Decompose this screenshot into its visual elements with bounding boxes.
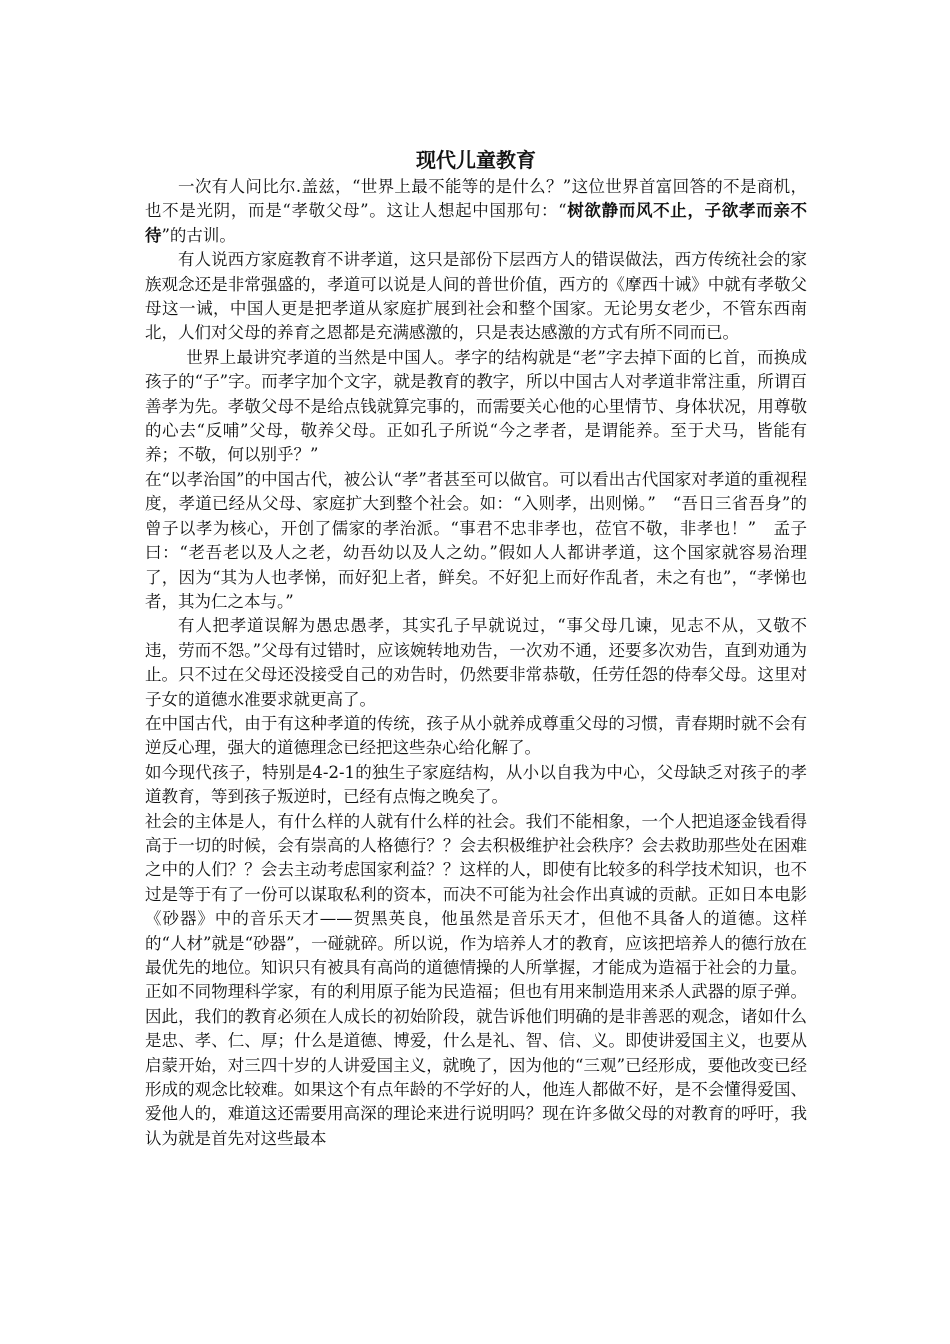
paragraph-2: 有人说西方家庭教育不讲孝道，这只是部份下层西方人的错误做法，西方传统社会的家族观念还是非常强盛的，孝道可以说是人间的普世价值，西方的《摩西十诫》中就有孝敬父母这一诫，中国人更是把孝道从家庭扩展到社会和整个国家。无论男女老少，不管东西南北，人们对父母的养育之恩都是充满感激的，只是表达感激的方式有所不同而已。 <box>145 250 807 343</box>
document-page <box>145 145 807 1151</box>
paragraph-8: 社会的主体是人，有什么样的人就有什么样的社会。我们不能相象，一个人把追逐金钱看得高于一切的时候，会有崇高的人格德行？？会去积极维护社会秩序？会去救助那些处在困难之中的人们？？会去主动考虑国家利益？？这样的人，即使有比较多的科学技术知识，也不过是等于有了一份可以谋取私利的资本，而决不可能为社会作出真诚的贡献。正如日本电影《砂器》中的音乐天才——贺黑英良，他虽然是音乐天才，但他不具备人的道德。这样的“人材”就是“砂器”，一碰就碎。所以说，作为培养人才的教育，应该把培养人的德行放在最优先的地位。知识只有被具有高尚的道德情操的人所掌握，才能成为造福于社会的力量。正如不同物理科学家，有的利用原子能为民造福；但也有用来制造用来杀人武器的原子弹。因此，我们的教育必须在人成长的初始阶段，就告诉他们明确的是非善恶的观念，诸如什么是忠、孝、仁、厚；什么是道德、博爱，什么是礼、智、信、义。即使讲爱国主义，也要从启蒙开始，对三四十岁的人讲爱国主义，就晚了，因为他的“三观”已经形成，要他改变已经形成的观念比较难。如果这个有点年龄的不学好的人，他连人都做不好，是不会懂得爱国、爱他人的，难道这还需要用高深的理论来进行说明吗？现在许多做父母的对教育的呼吁，我认为就是首先对这些最本 <box>145 811 807 1148</box>
document-title: 现代儿童教育 <box>416 148 536 172</box>
paragraph-1 <box>145 175 807 248</box>
paragraph-1-text: 一次有人问比尔.盖兹，“世界上最不能等的是什么？”这位世界首富回答的不是商机，也不是光阴，而是“孝敬父母”。这让人想起中国那句：“ <box>145 177 807 221</box>
paragraph-7: 如今现代孩子，特别是4-2-1的独生子家庭结构，从小以自我为中心，父母缺乏对孩子的孝道教育，等到孩子叛逆时，已经有点悔之晚矣了。 <box>145 762 807 807</box>
paragraph-4: 在“以孝治国”的中国古代，被公认“孝”者甚至可以做官。可以看出古代国家对孝道的重视程度，孝道已经从父母、家庭扩大到整个社会。如：“入则孝，出则悌。” “吾日三省吾身”的曾子以孝为核心，开创了儒家的孝治派。“事君不忠非孝也，莅官不敬，非孝也！” 孟子曰：“老吾老以及人之老，幼吾幼以及人之幼。”假如人人都讲孝道，这个国家就容易治理了，因为“其为人也孝悌，而好犯上者，鲜矣。不好犯上而好作乱者，未之有也”，“孝悌也者，其为仁之本与。” <box>145 469 807 611</box>
paragraph-1-bold-quote: 树欲静而风不止，子欲孝而亲不待 <box>145 201 807 245</box>
paragraph-1-text-end: ”的古训。 <box>161 225 236 245</box>
paragraph-5: 有人把孝道误解为愚忠愚孝，其实孔子早就说过，“事父母几谏，见志不从，又敬不违，劳而不怨。”父母有过错时，应该婉转地劝告，一次劝不通，还要多次劝告，直到劝通为止。只不过在父母还没接受自己的劝告时，仍然要非常恭敬，任劳任怨的侍奉父母。这里对子女的道德水准要求就更高了。 <box>145 616 807 709</box>
paragraph-3: 世界上最讲究孝道的当然是中国人。孝字的结构就是“老”字去掉下面的匕首，而换成孩子的“子”字。而孝字加个文字，就是教育的教字，所以中国古人对孝道非常注重，所谓百善孝为先。孝敬父母不是给点钱就算完事的，而需要关心他的心里情节、身体状况，用尊敬的心去“反哺”父母，敬养父母。正如孔子所说“今之孝者，是谓能养。至于犬马，皆能有养；不敬，何以别乎？” <box>145 347 807 465</box>
paragraph-6: 在中国古代，由于有这种孝道的传统，孩子从小就养成尊重父母的习惯，青春期时就不会有逆反心理，强大的道德理念已经把这些杂心给化解了。 <box>145 713 807 758</box>
